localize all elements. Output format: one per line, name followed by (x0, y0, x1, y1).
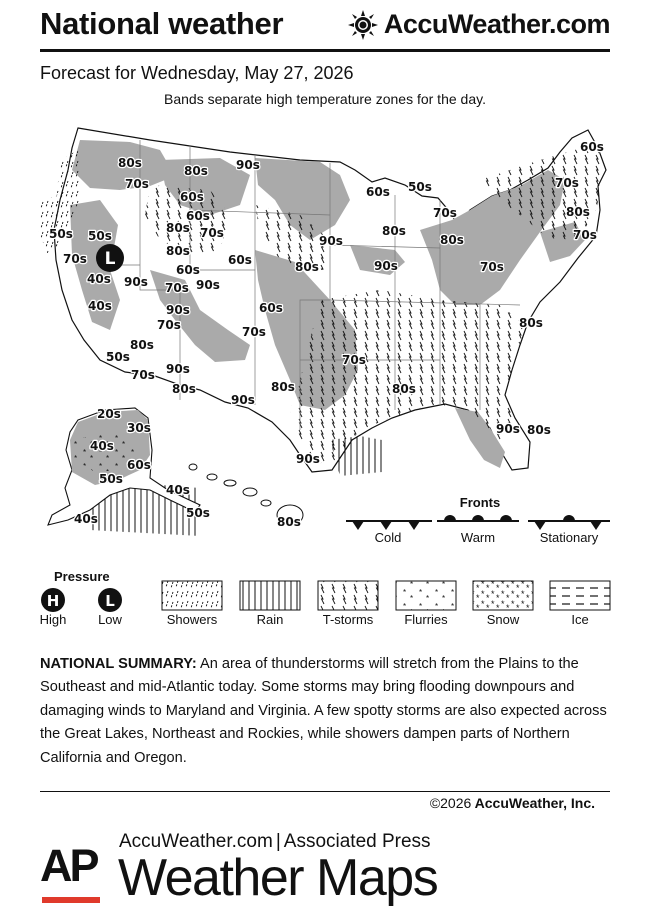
temp-label: 80s (440, 233, 464, 247)
cold-front-label: Cold (374, 530, 402, 545)
temp-label: 40s (87, 272, 111, 286)
temp-label: 60s (259, 301, 283, 315)
ice-swatch (550, 581, 610, 610)
temp-label: 60s (127, 458, 151, 472)
flurries-swatch (396, 581, 456, 610)
rain-swatch (240, 581, 300, 610)
product-name: Weather Maps (118, 849, 438, 907)
temp-label: 90s (496, 422, 520, 436)
warm-front-symbol (437, 515, 519, 521)
temp-label: 80s (382, 224, 406, 238)
copyright (430, 795, 595, 811)
rain-label: Rain (256, 612, 284, 627)
temp-label: 70s (242, 325, 266, 339)
credit-accuweather: AccuWeather.com (119, 831, 273, 852)
temp-label: 80s (184, 164, 208, 178)
temp-label: 40s (74, 512, 98, 526)
temp-label: 70s (342, 353, 366, 367)
temp-label: 40s (88, 299, 112, 313)
temp-label: 90s (319, 234, 343, 248)
temp-label: 50s (106, 350, 130, 364)
low-pressure-symbol (98, 588, 122, 612)
precip-legend (162, 581, 610, 610)
temp-label: 60s (228, 253, 252, 267)
pressure-title: Pressure (54, 569, 110, 584)
temp-label: 60s (186, 209, 210, 223)
temp-label: 80s (392, 382, 416, 396)
credit-separator: | (275, 831, 281, 852)
ice-label: Ice (571, 612, 589, 627)
temp-label: 60s (366, 185, 390, 199)
tstorms-label: T-storms (322, 612, 374, 627)
temp-label: 90s (124, 275, 148, 289)
temp-label: 50s (49, 227, 73, 241)
page-title: National weather (40, 6, 284, 41)
showers-label: Showers (166, 612, 218, 627)
flurries-label: Flurries (404, 612, 448, 627)
svg-text:L: L (104, 249, 116, 269)
temp-label: 80s (277, 515, 301, 529)
temp-label: 80s (166, 221, 190, 235)
footer-rule (40, 791, 610, 792)
fronts-title: Fronts (459, 495, 501, 510)
temp-label: 50s (99, 472, 123, 486)
snow-label: Snow (486, 612, 520, 627)
temp-label: 80s (295, 260, 319, 274)
high-pressure-symbol (41, 588, 65, 612)
summary-text: An area of thunderstorms will stretch from the Plains to the Southeast and mid-Atlantic today. Some storms may bring flooding downpours and damaging winds to Maryland and Virginia. A few spotty storms are also expected across the Great Lakes, Northeast and Rockies, while showers dampen parts of Northern California and Oregon. (40, 656, 607, 766)
svg-text:L: L (105, 592, 115, 610)
temp-label: 80s (118, 156, 142, 170)
copyright-holder: AccuWeather, Inc. (474, 795, 595, 811)
temp-label: 70s (165, 281, 189, 295)
ap-logo-underline (42, 897, 100, 903)
national-summary (40, 653, 615, 770)
temp-label: 60s (176, 263, 200, 277)
high-pressure-label: High (39, 612, 67, 627)
map-caption: Bands separate high temperature zones for the day. (164, 91, 486, 107)
temp-label: 80s (172, 382, 196, 396)
low-pressure-label: Low (98, 612, 122, 627)
stationary-front-symbol (528, 515, 610, 530)
temp-label: 80s (166, 244, 190, 258)
temp-label: 80s (519, 316, 543, 330)
temp-label: 90s (236, 158, 260, 172)
temp-label: 80s (527, 423, 551, 437)
temp-label: 80s (130, 338, 154, 352)
temp-label: 60s (580, 140, 604, 154)
temp-label: 70s (480, 260, 504, 274)
temp-label: 90s (166, 362, 190, 376)
temp-label: 90s (374, 259, 398, 273)
tstorms-swatch (318, 581, 378, 610)
temp-label: 60s (180, 190, 204, 204)
temp-label: 70s (125, 177, 149, 191)
svg-text:H: H (46, 592, 60, 610)
temp-label: 50s (408, 180, 432, 194)
temp-label: 20s (97, 407, 121, 421)
temp-label: 70s (573, 228, 597, 242)
ap-logo: AP (40, 840, 97, 891)
cold-front-symbol (346, 521, 432, 530)
temp-label: 80s (271, 380, 295, 394)
temp-label: 50s (186, 506, 210, 520)
showers-swatch (162, 581, 222, 610)
temp-label: 70s (200, 226, 224, 240)
temp-label: 80s (566, 205, 590, 219)
temp-label: 90s (196, 278, 220, 292)
temp-label: 50s (88, 229, 112, 243)
temp-label: 40s (90, 439, 114, 453)
temp-label: 70s (131, 368, 155, 382)
temp-label: 90s (296, 452, 320, 466)
forecast-date: Forecast for Wednesday, May 27, 2026 (40, 63, 354, 83)
temp-label: 70s (555, 176, 579, 190)
snow-swatch (473, 581, 533, 610)
brand-name: AccuWeather.com (383, 9, 610, 39)
temp-label: 70s (433, 206, 457, 220)
fronts-legend (346, 515, 610, 530)
summary-lead: NATIONAL SUMMARY: (40, 656, 197, 672)
temp-label: 70s (157, 318, 181, 332)
temp-label: 90s (166, 303, 190, 317)
copyright-year: ©2026 (429, 795, 472, 811)
warm-front-label: Warm (460, 530, 496, 545)
low-pressure-marker (96, 244, 124, 272)
stationary-front-label: Stationary (539, 530, 599, 545)
temp-label: 30s (127, 421, 151, 435)
temp-label: 70s (63, 252, 87, 266)
temp-label: 90s (231, 393, 255, 407)
credit-ap: Associated Press (283, 831, 431, 852)
temp-label: 40s (166, 483, 190, 497)
